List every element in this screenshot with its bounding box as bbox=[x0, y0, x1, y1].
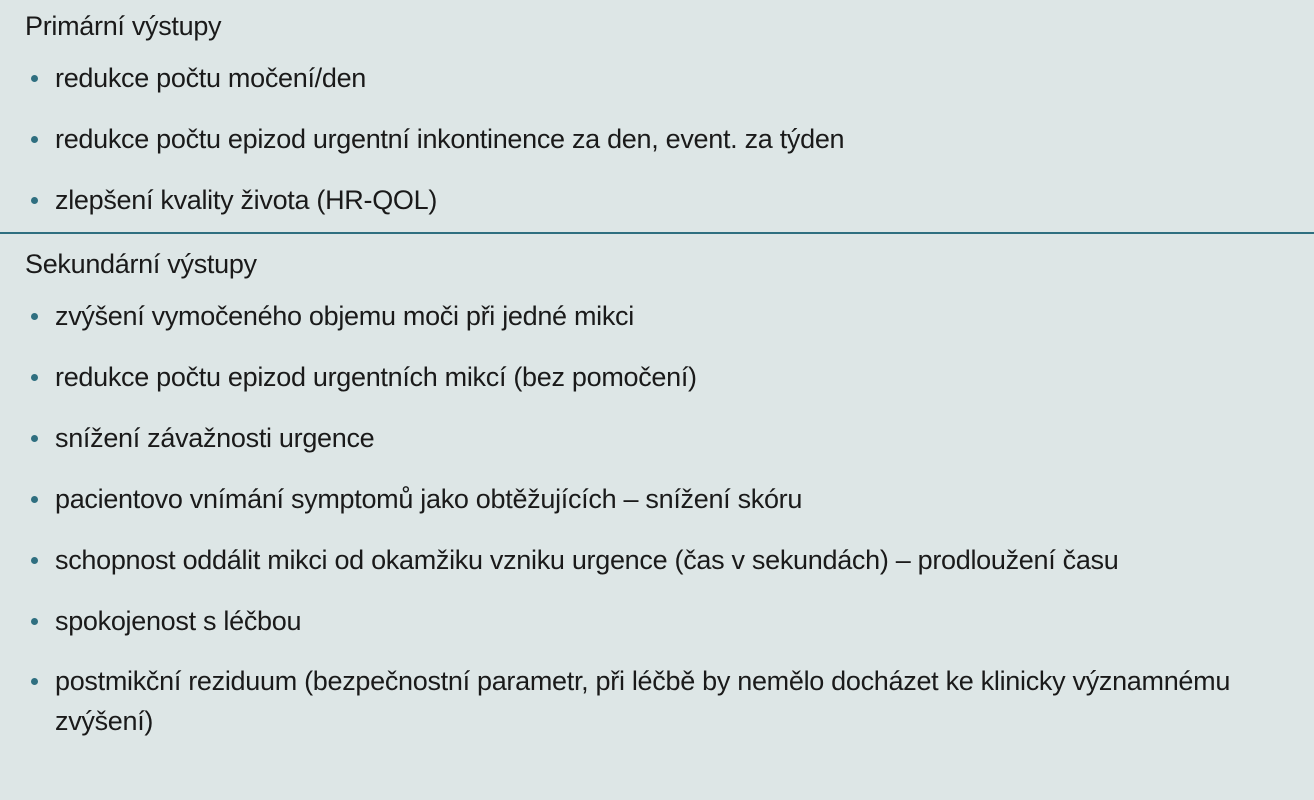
secondary-outcomes-title: Sekundární výstupy bbox=[25, 249, 257, 279]
primary-outcomes-title: Primární výstupy bbox=[25, 11, 222, 41]
list-item bbox=[25, 421, 1294, 455]
bullet-icon bbox=[31, 496, 38, 503]
list-item bbox=[25, 299, 1294, 333]
bullet-icon bbox=[31, 313, 38, 320]
secondary-outcomes-section bbox=[0, 234, 1314, 741]
list-item-text: redukce počtu epizod urgentní inkontinence za den, event. za týden bbox=[55, 124, 845, 154]
bullet-icon bbox=[31, 136, 38, 143]
list-item-text: snížení závažnosti urgence bbox=[55, 423, 375, 453]
bullet-icon bbox=[31, 435, 38, 442]
list-item-text: spokojenost s léčbou bbox=[55, 606, 302, 636]
bullet-icon bbox=[31, 618, 38, 625]
list-item-text: postmikční reziduum (bezpečnostní parametr, při léčbě by nemělo docházet ke klinicky významnému zvýšení) bbox=[55, 666, 1231, 736]
list-item bbox=[25, 543, 1294, 577]
bullet-icon bbox=[31, 197, 38, 204]
list-item bbox=[25, 61, 1294, 95]
bullet-icon bbox=[31, 678, 38, 685]
secondary-outcomes-list bbox=[25, 299, 1294, 741]
list-item-text: redukce počtu epizod urgentních mikcí (bez pomočení) bbox=[55, 362, 697, 392]
primary-outcomes-section bbox=[0, 0, 1314, 232]
list-item bbox=[25, 360, 1294, 394]
list-item-text: redukce počtu močení/den bbox=[55, 63, 366, 93]
bullet-icon bbox=[31, 75, 38, 82]
list-item-text: zlepšení kvality života (HR-QOL) bbox=[55, 185, 438, 215]
list-item bbox=[25, 661, 1294, 741]
list-item bbox=[25, 122, 1294, 156]
list-item bbox=[25, 482, 1294, 516]
list-item-text: zvýšení vymočeného objemu moči při jedné mikci bbox=[55, 301, 634, 331]
list-item bbox=[25, 183, 1294, 217]
list-item-text: schopnost oddálit mikci od okamžiku vzniku urgence (čas v sekundách) – prodloužení času bbox=[55, 545, 1119, 575]
primary-outcomes-list bbox=[25, 61, 1294, 217]
list-item bbox=[25, 604, 1294, 638]
bullet-icon bbox=[31, 374, 38, 381]
bullet-icon bbox=[31, 557, 38, 564]
list-item-text: pacientovo vnímání symptomů jako obtěžujících – snížení skóru bbox=[55, 484, 803, 514]
